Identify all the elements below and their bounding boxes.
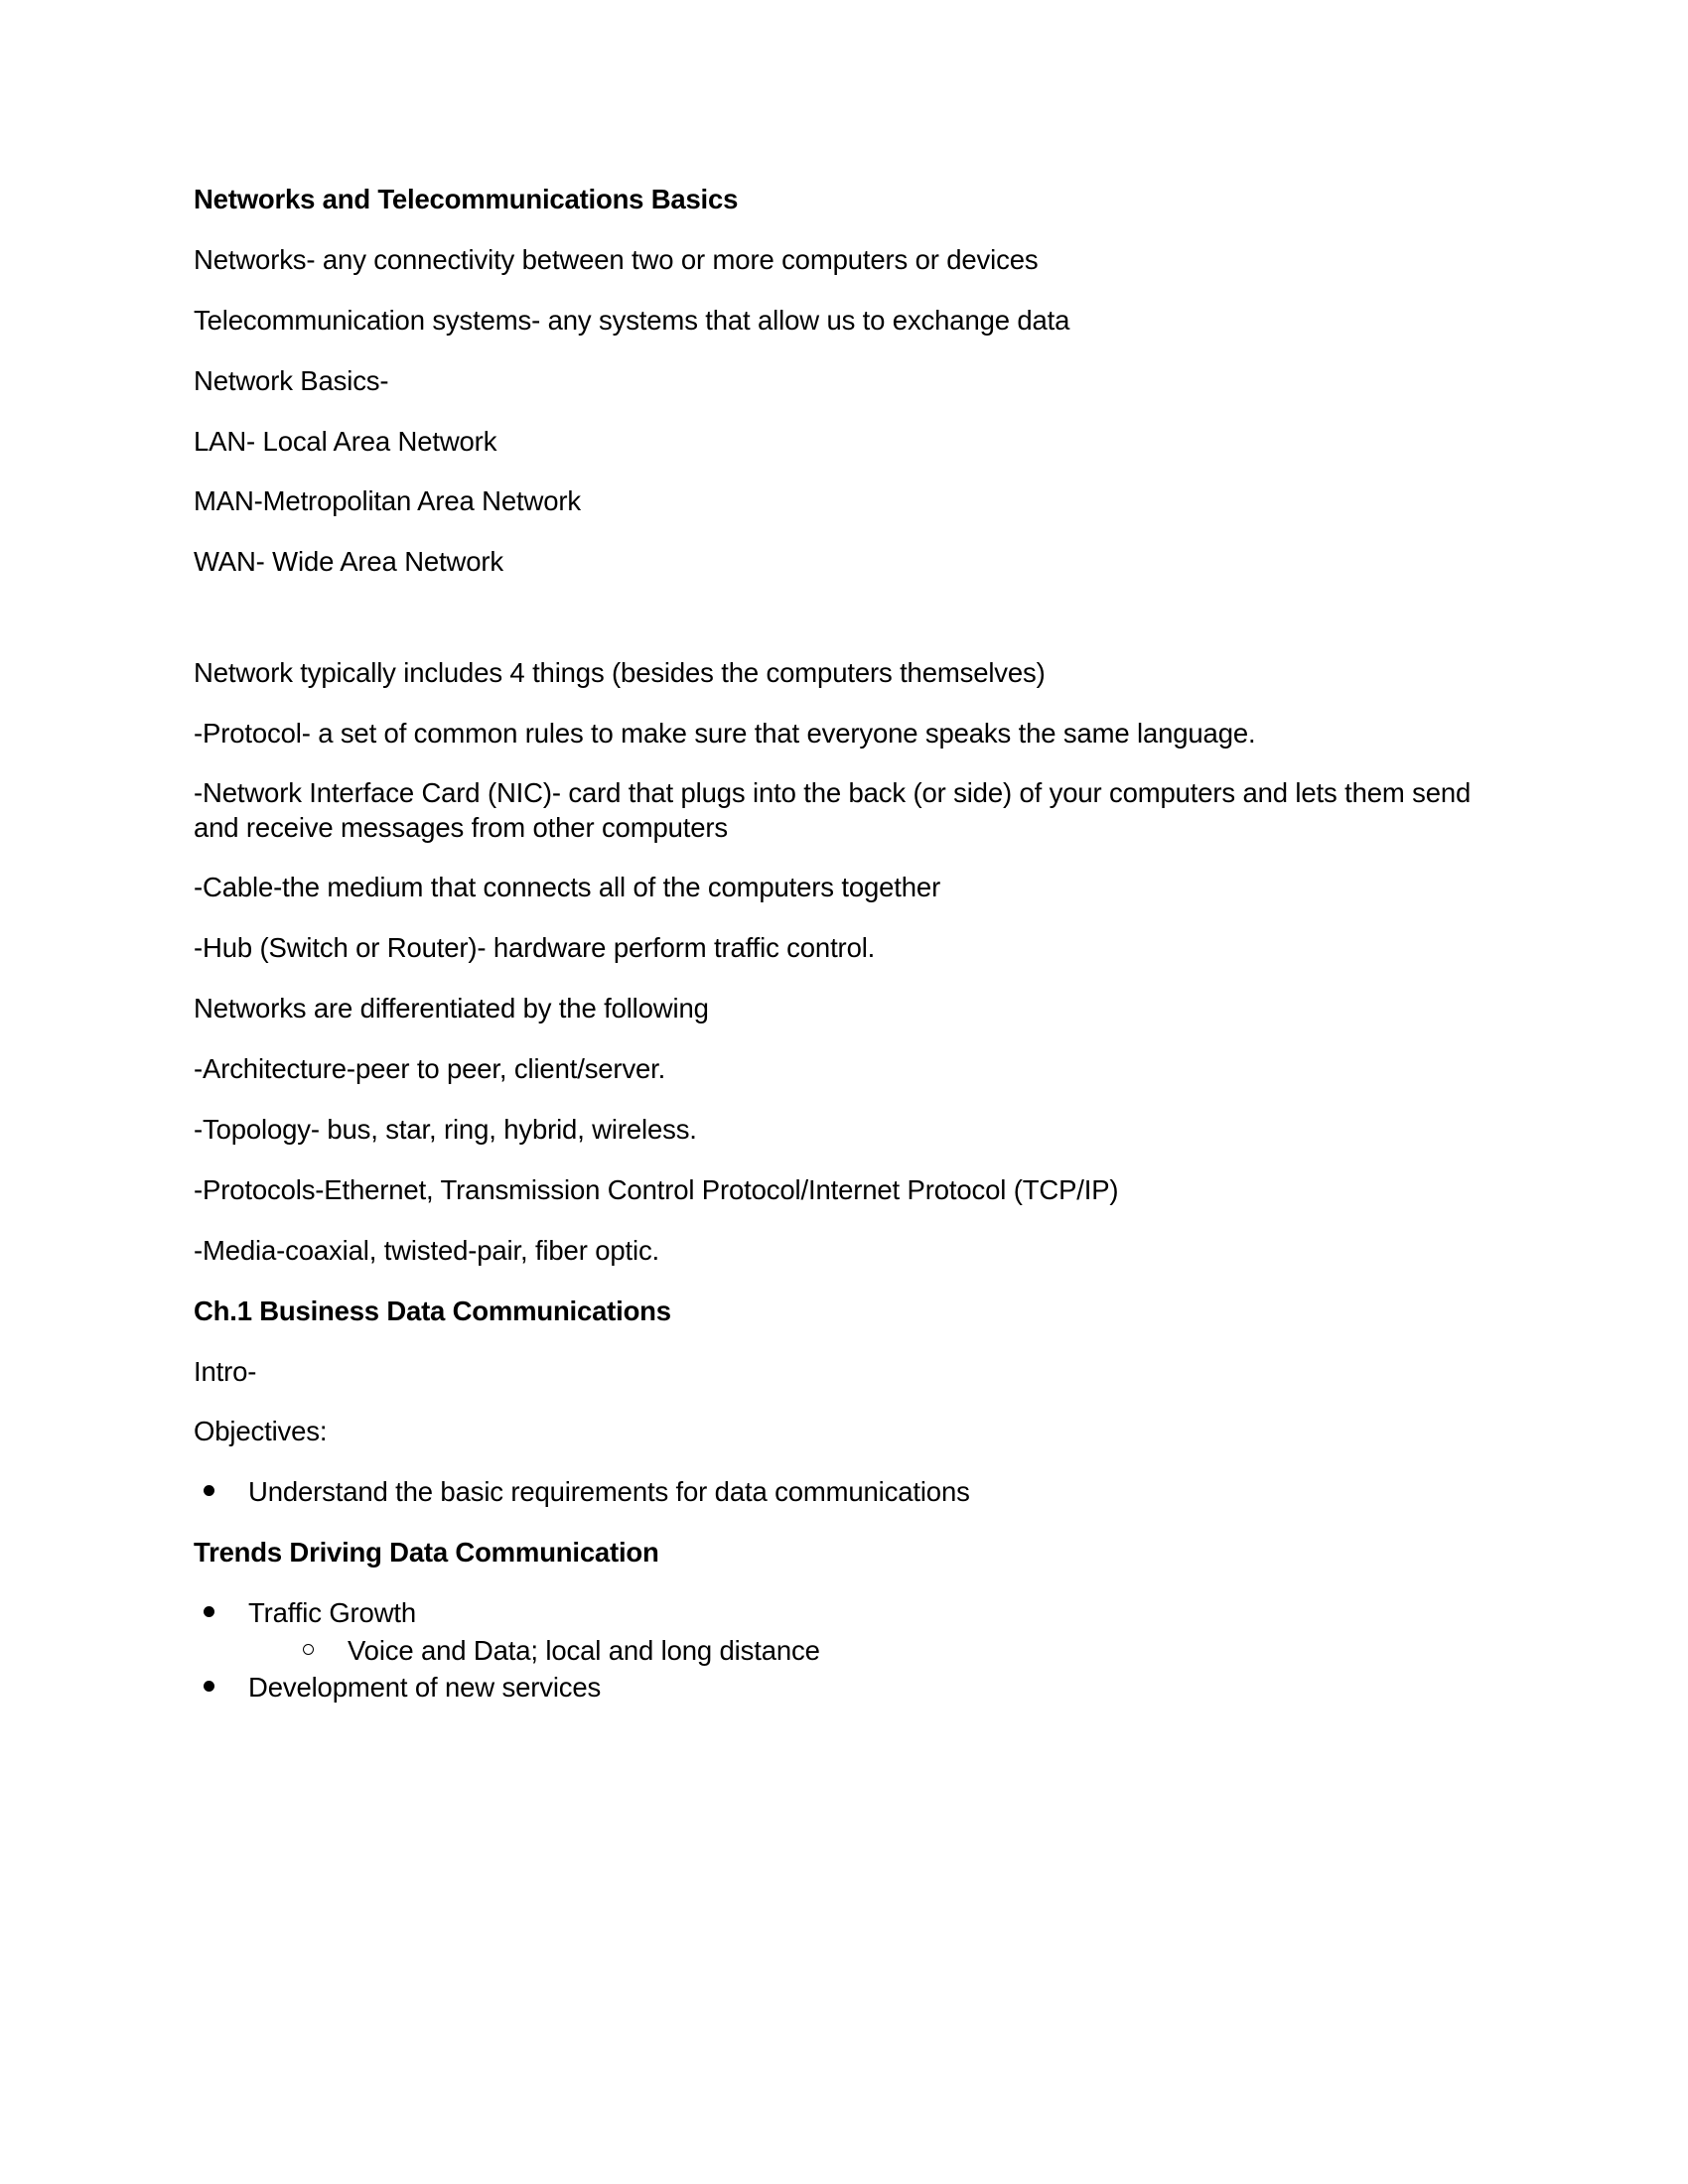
paragraph-hub: -Hub (Switch or Router)- hardware perform traffic control. <box>194 932 876 964</box>
paragraph-cable: -Cable-the medium that connects all of the computers together <box>194 872 941 903</box>
list-item <box>194 1594 1475 1631</box>
list-item-label: Traffic Growth <box>248 1597 417 1629</box>
paragraph-network-basics-label: Network Basics- <box>194 364 389 396</box>
paragraph-network-interface-card: -Network Interface Card (NIC)- card that plugs into the back (or side) of your computers and lets them send and receive messages from other computers <box>194 777 1478 844</box>
list-item-label: Voice and Data; local and long distance <box>348 1634 820 1666</box>
list-item-nested <box>194 1632 1475 1669</box>
list-item-label: Understand the basic requirements for data communications <box>248 1476 970 1508</box>
list-item <box>194 1473 1475 1510</box>
paragraph-intro-label: Intro- <box>194 1355 257 1387</box>
list-item <box>194 1669 1475 1706</box>
blank-paragraph-spacer <box>194 604 1475 631</box>
paragraph-networks-differentiated: Networks are differentiated by the following <box>194 993 709 1024</box>
paragraph-architecture: -Architecture-peer to peer, client/server. <box>194 1053 666 1085</box>
paragraph-networks-definition: Networks- any connectivity between two or more computers or devices <box>194 243 1039 275</box>
paragraph-media: -Media-coaxial, twisted-pair, fiber optic. <box>194 1234 660 1266</box>
bullet-disc-icon <box>204 1473 233 1510</box>
paragraph-wan: WAN- Wide Area Network <box>194 546 503 578</box>
paragraph-objectives-label: Objectives: <box>194 1416 328 1447</box>
bullet-circle-icon <box>303 1632 333 1669</box>
paragraph-network-four-things: Network typically includes 4 things (besides the computers themselves) <box>194 657 1046 689</box>
bullet-disc-icon <box>204 1669 233 1706</box>
bullet-disc-icon <box>204 1594 233 1631</box>
paragraph-man: MAN-Metropolitan Area Network <box>194 485 581 517</box>
paragraph-telecom-definition: Telecommunication systems- any systems that allow us to exchange data <box>194 304 1070 336</box>
heading-trends-driving-data-communication: Trends Driving Data Communication <box>194 1537 659 1569</box>
paragraph-protocol: -Protocol- a set of common rules to make sure that everyone speaks the same language. <box>194 718 1256 750</box>
paragraph-protocols: -Protocols-Ethernet, Transmission Control Protocol/Internet Protocol (TCP/IP) <box>194 1173 1119 1205</box>
list-item-label: Development of new services <box>248 1671 602 1703</box>
paragraph-topology: -Topology- bus, star, ring, hybrid, wireless. <box>194 1114 697 1146</box>
paragraph-lan: LAN- Local Area Network <box>194 425 497 457</box>
heading-chapter-1: Ch.1 Business Data Communications <box>194 1295 671 1326</box>
document-body <box>194 181 1478 1706</box>
page-title: Networks and Telecommunications Basics <box>194 184 739 214</box>
